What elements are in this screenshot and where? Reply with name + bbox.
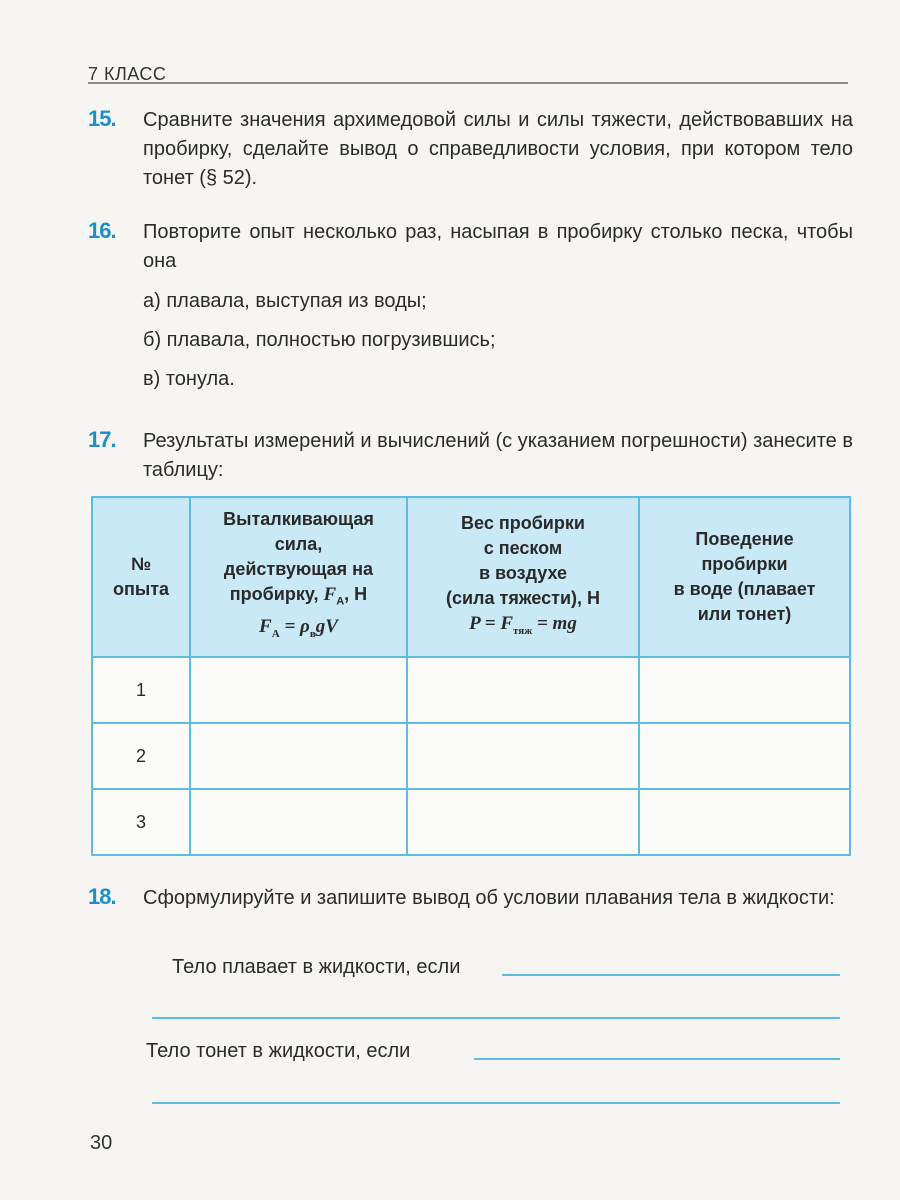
- header-col2-formula-rhs: = ρ: [279, 616, 310, 638]
- grade-header: 7 КЛАСС: [88, 64, 167, 84]
- task-17: [88, 427, 853, 485]
- header-col3-line1: Вес пробирки: [461, 512, 585, 533]
- header-col2-symbol-sub: A: [336, 595, 345, 608]
- row-2-number: 2: [92, 723, 190, 789]
- row-3-weight-cell[interactable]: [407, 789, 639, 855]
- header-col3-line4: (сила тяжести), Н: [445, 587, 601, 608]
- header-col4-line3: в воде (плавает: [673, 579, 816, 599]
- floats-condition-label: Тело плавает в жидкости, если: [172, 956, 461, 978]
- sinks-answer-line-1[interactable]: [474, 1058, 840, 1060]
- row-1-behavior-cell[interactable]: [639, 657, 850, 723]
- header-col1-line2: опыта: [112, 579, 170, 599]
- header-col3-line3: в воздухе: [478, 562, 568, 583]
- header-weight: [407, 497, 639, 657]
- task-15-text: Сравните значения архимедовой силы и силы тяжести, действовавших на пробирку, сделайте вывод о справедливости условия, при котором тело тонет (§ 52).: [143, 109, 853, 189]
- header-col2-symbol: F: [323, 583, 337, 605]
- header-divider: [88, 82, 848, 84]
- header-col2-line3: действующая на: [223, 558, 374, 579]
- sinks-answer-line-2[interactable]: [152, 1102, 840, 1104]
- header-col2-formula-tail: gV: [315, 616, 338, 638]
- task-16-item-c: в) тонула.: [143, 368, 235, 390]
- header-col3-formula-tail: = mg: [532, 612, 577, 634]
- task-17-text: Результаты измерений и вычислений (с указанием погрешности) занесите в таблицу:: [143, 430, 853, 481]
- task-15: [88, 106, 853, 193]
- task-16-text: Повторите опыт несколько раз, насыпая в пробирку столько песка, чтобы она: [143, 221, 853, 272]
- row-3-buoyant-force-cell[interactable]: [190, 789, 407, 855]
- page-number: 30: [90, 1132, 113, 1154]
- header-col2-formula-rhs-sub: в: [309, 628, 316, 641]
- table-header-row: [92, 497, 850, 657]
- row-1-weight-cell[interactable]: [407, 657, 639, 723]
- header-col2-formula: [197, 614, 400, 647]
- header-col3-formula: [414, 611, 632, 644]
- task-16: [88, 218, 853, 276]
- task-17-number: 17.: [88, 427, 116, 452]
- row-1-number: 1: [92, 657, 190, 723]
- header-col2-unit: , Н: [344, 583, 368, 604]
- header-col2-line4-text: пробирку,: [229, 583, 319, 604]
- row-3-behavior-cell[interactable]: [639, 789, 850, 855]
- table-row: [92, 723, 850, 789]
- table-row: [92, 789, 850, 855]
- header-col4-line4: или тонет): [697, 604, 792, 624]
- header-col2-line4: [197, 582, 400, 615]
- task-16-number: 16.: [88, 218, 116, 243]
- task-18-number: 18.: [88, 884, 116, 909]
- floats-answer-line-1[interactable]: [502, 974, 840, 976]
- header-col2-line2: сила,: [274, 533, 323, 554]
- header-behavior: [639, 497, 850, 657]
- header-col1-line1: №: [130, 554, 152, 574]
- task-16-item-b: б) плавала, полностью погрузившись;: [143, 329, 496, 351]
- task-16-item-a: а) плавала, выступая из воды;: [143, 290, 427, 312]
- row-2-weight-cell[interactable]: [407, 723, 639, 789]
- header-col2-formula-lhs-sub: A: [271, 628, 280, 641]
- results-table: [91, 496, 851, 856]
- row-2-behavior-cell[interactable]: [639, 723, 850, 789]
- header-experiment-number: [92, 497, 190, 657]
- header-col3-formula-lhs: P = F: [469, 612, 514, 634]
- table-row: [92, 657, 850, 723]
- row-1-buoyant-force-cell[interactable]: [190, 657, 407, 723]
- row-2-buoyant-force-cell[interactable]: [190, 723, 407, 789]
- task-18-text: Сформулируйте и запишите вывод об условии плавания тела в жидкости:: [143, 887, 835, 909]
- sinks-condition-label: Тело тонет в жидкости, если: [146, 1040, 411, 1062]
- header-buoyant-force: [190, 497, 407, 657]
- header-col4-line1: Поведение: [695, 529, 794, 549]
- header-col4-line2: пробирки: [701, 554, 788, 574]
- floats-answer-line-2[interactable]: [152, 1017, 840, 1019]
- row-3-number: 3: [92, 789, 190, 855]
- task-15-number: 15.: [88, 106, 116, 131]
- header-col3-line2: с песком: [483, 537, 563, 558]
- task-18: [88, 884, 853, 913]
- header-col2-formula-lhs: F: [259, 616, 272, 638]
- header-col2-line1: Выталкивающая: [223, 508, 374, 529]
- header-col3-formula-sub: тяж: [513, 624, 533, 637]
